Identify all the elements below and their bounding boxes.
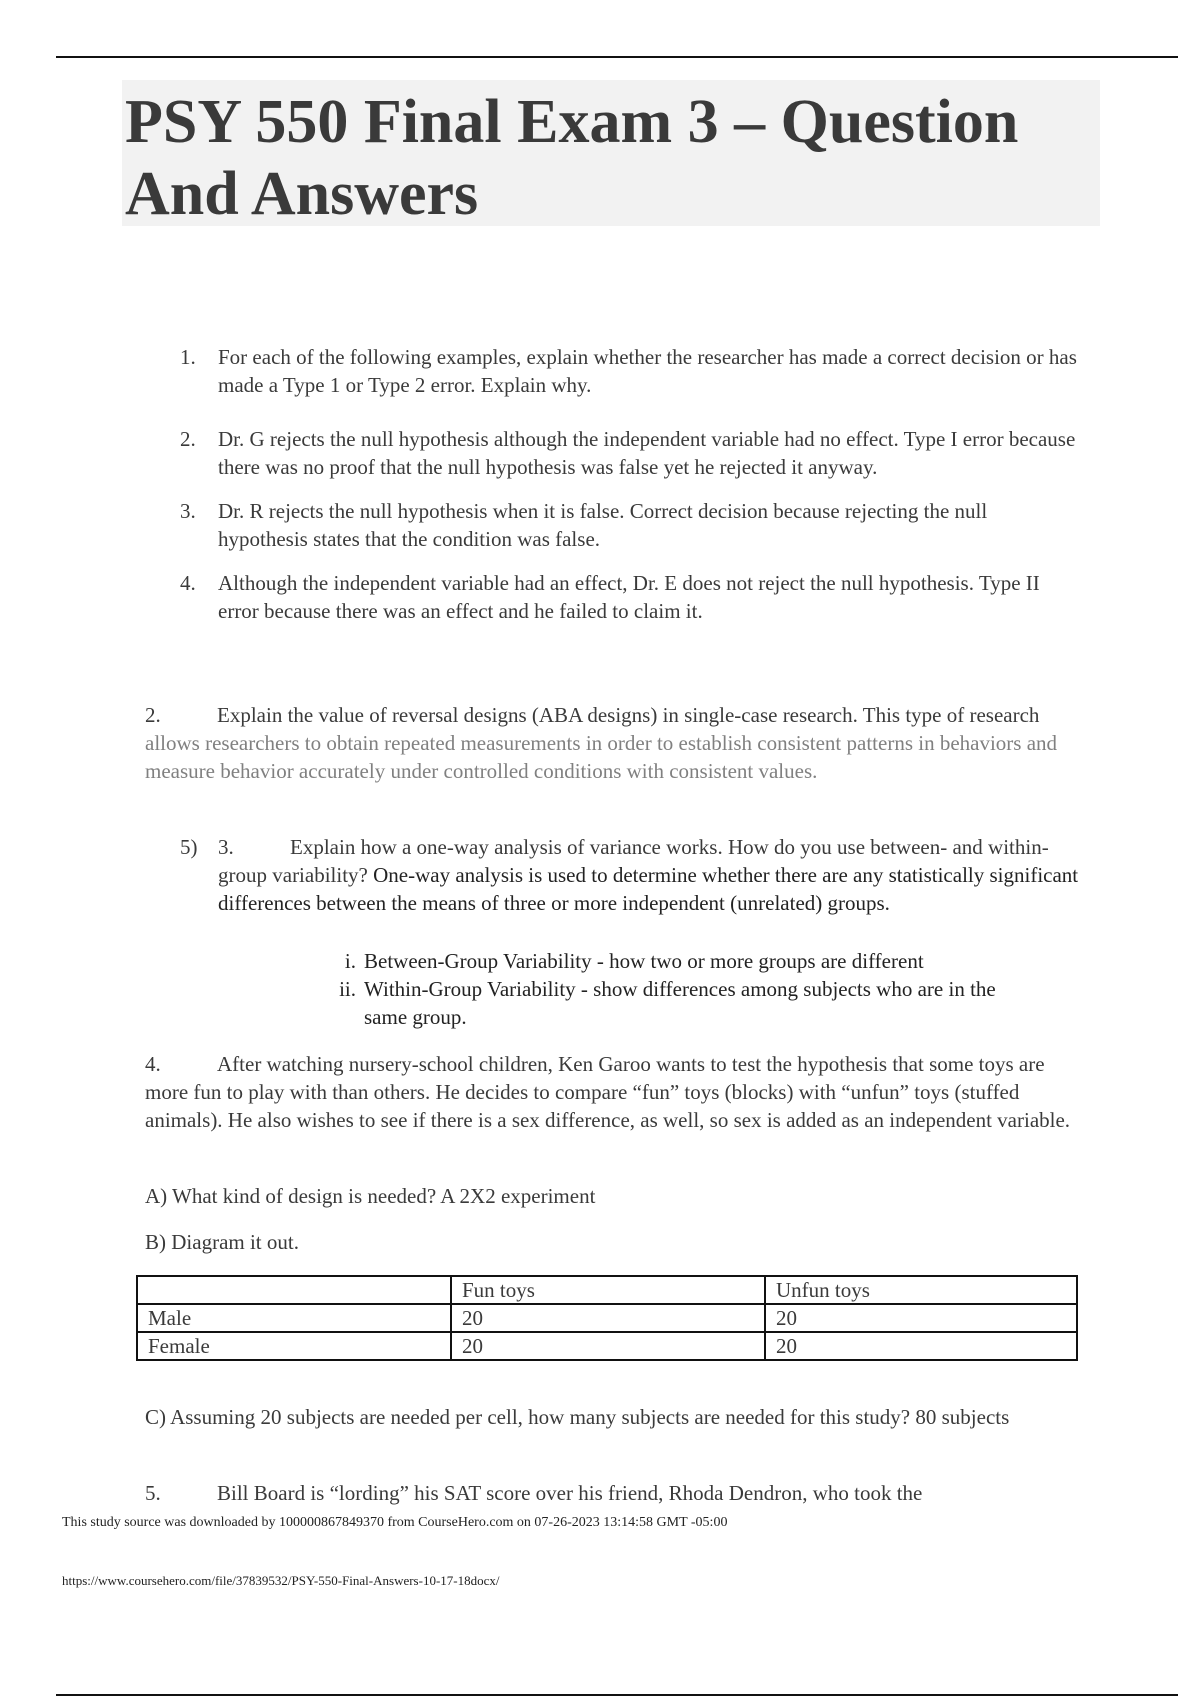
- bottom-rule: [56, 1694, 1178, 1696]
- list-number: 4.: [180, 571, 196, 595]
- answer-text: One-way analysis is used to determine whether there are any statistically significant differences between the means of three or more independent (unrelated) groups.: [218, 863, 1079, 915]
- list-number: ii.: [339, 977, 356, 1001]
- list-item: [320, 975, 1040, 1031]
- list-text: Between-Group Variability - how two or more groups are different: [364, 949, 924, 973]
- question-number: 3.: [218, 835, 234, 859]
- question-text: After watching nursery-school children, Ken Garoo wants to test the hypothesis that some toys are more fun to play with than others. He decides to compare “fun” toys (blocks) with “unfun” toys (stuffed animals). He also wishes to see if there is a sex difference, as well, so sex is added as an independent variable.: [145, 1052, 1071, 1132]
- question-2: [145, 701, 1080, 785]
- list-item: [180, 425, 1080, 481]
- top-rule: [56, 56, 1178, 58]
- question-1-list: [180, 343, 1080, 625]
- question-number: 2.: [145, 703, 161, 727]
- list-number: 5): [180, 835, 198, 859]
- page-title: PSY 550 Final Exam 3 – Question And Answers: [125, 88, 1019, 228]
- question-4c: C) Assuming 20 subjects are needed per cell, how many subjects are needed for this study? 80 subjects: [145, 1405, 1010, 1429]
- question-4b: B) Diagram it out.: [145, 1230, 299, 1254]
- list-item: [180, 497, 1080, 553]
- list-text: Although the independent variable had an effect, Dr. E does not reject the null hypothesis. Type II error because there was an effect and he failed to claim it.: [218, 571, 1040, 623]
- variability-list: [320, 947, 1040, 1031]
- question-4a: A) What kind of design is needed? A 2X2 experiment: [145, 1184, 596, 1208]
- question-text: Explain the value of reversal designs (ABA designs) in single-case research. This type of research: [217, 703, 1040, 727]
- question-text: Explain how a one-way analysis of variance works. How do you use between- and within-group variability?: [218, 835, 1049, 887]
- question-number: 4.: [145, 1052, 161, 1076]
- list-text: Within-Group Variability - show differences among subjects who are in the same group.: [364, 977, 996, 1029]
- list-item: [320, 947, 1040, 975]
- list-number: i.: [344, 949, 356, 973]
- list-item: [180, 569, 1080, 625]
- table-cell: Female: [137, 1332, 451, 1360]
- list-text: Dr. G rejects the null hypothesis although the independent variable had no effect. Type I error because there was no proof that the null hypothesis was false yet he rejected it anyway.: [218, 427, 1076, 479]
- list-text: For each of the following examples, explain whether the researcher has made a correct decision or has made a Type 1 or Type 2 error. Explain why.: [218, 345, 1077, 397]
- table-header: Unfun toys: [765, 1276, 1077, 1304]
- table-cell: [137, 1276, 451, 1304]
- table-cell: 20: [765, 1304, 1077, 1332]
- table-cell: 20: [451, 1304, 765, 1332]
- list-text: Dr. R rejects the null hypothesis when it is false. Correct decision because rejecting the null hypothesis states that the condition was false.: [218, 499, 988, 551]
- list-item: [180, 343, 1080, 399]
- table-cell: 20: [765, 1332, 1077, 1360]
- list-number: 2.: [180, 427, 196, 451]
- question-5: [145, 1479, 1080, 1507]
- design-table: [136, 1275, 1078, 1361]
- list-item: [180, 833, 1080, 917]
- table-header-row: [137, 1276, 1077, 1304]
- source-url[interactable]: https://www.coursehero.com/file/37839532/PSY-550-Final-Answers-10-17-18docx/: [62, 1573, 500, 1588]
- download-notice: This study source was downloaded by 100000867849370 from CourseHero.com on 07-26-2023 13:14:58 GMT -05:00: [62, 1515, 728, 1530]
- title-banner: [122, 80, 1100, 226]
- answer-text: allows researchers to obtain repeated measurements in order to establish consistent patterns in behaviors and measure behavior accurately under controlled conditions with consistent values.: [145, 731, 1058, 783]
- table-cell: 20: [451, 1332, 765, 1360]
- question-4: [145, 1050, 1080, 1134]
- table-row: [137, 1332, 1077, 1360]
- question-text: Bill Board is “lording” his SAT score over his friend, Rhoda Dendron, who took the: [217, 1481, 923, 1505]
- table-header: Fun toys: [451, 1276, 765, 1304]
- table-row: [137, 1304, 1077, 1332]
- question-number: 5.: [145, 1481, 161, 1505]
- question-3: [180, 833, 1080, 917]
- table-cell: Male: [137, 1304, 451, 1332]
- list-number: 1.: [180, 345, 196, 369]
- list-number: 3.: [180, 499, 196, 523]
